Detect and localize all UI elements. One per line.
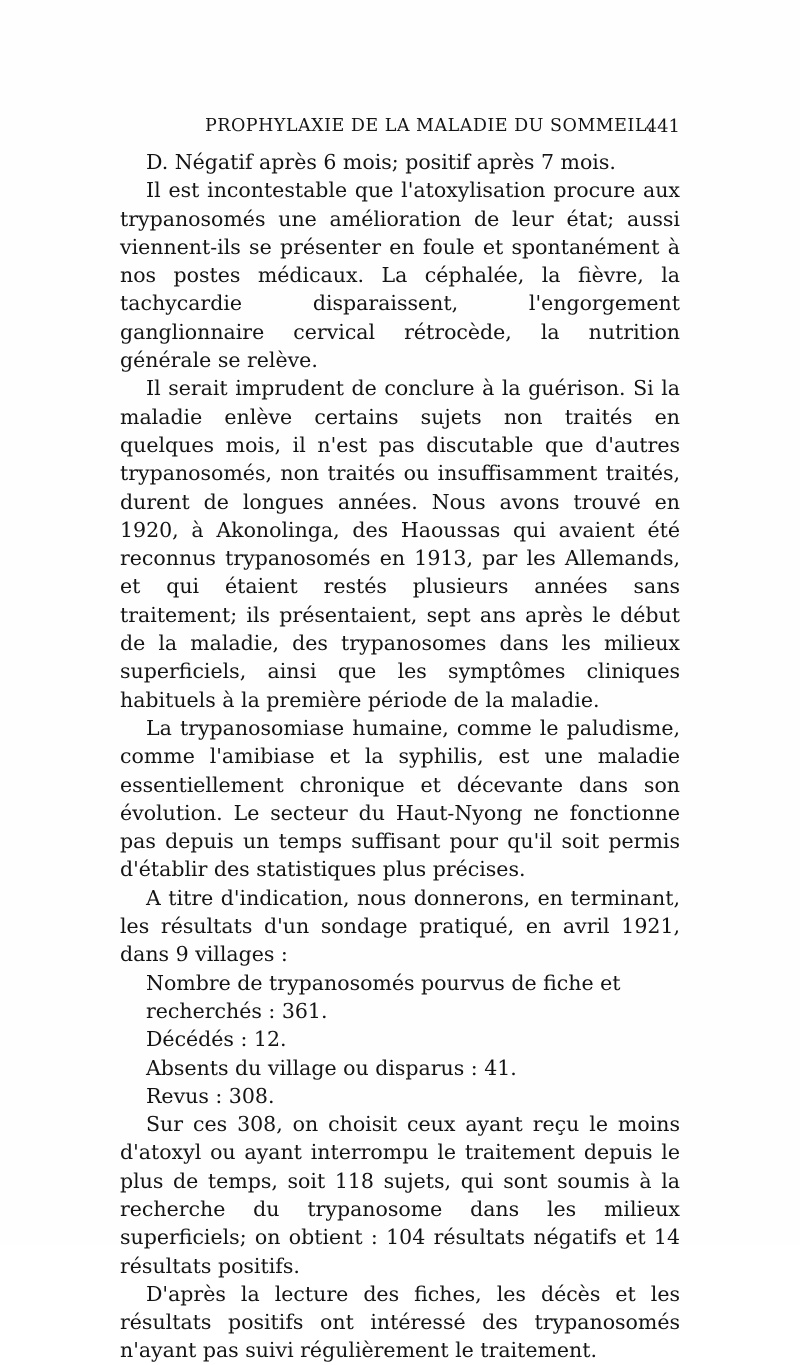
paragraph-resultats: Sur ces 308, on choisit ceux ayant reçu le moins d'atoxyl ou ayant interrompu le traitement depuis le plus de temps, soit 118 sujets, qui sont soumis à la recherche du trypanosome dans les milieux superficiels; on obtient : 104 résultats négatifs et 14 résultats positifs. [120, 1112, 680, 1278]
paragraph-trypanosomiase: La trypanosomiase humaine, comme le paludisme, comme l'amibiase et la syphilis, est une maladie essentiellement chronique et décevante dans son évolution. Le secteur du Haut-Nyong ne fonctionne pas depuis un temps suffisant pour qu'il soit permis d'établir des statistiques plus précises. [120, 715, 680, 882]
paragraph-atoxylisation: Il est incontestable que l'atoxylisation procure aux trypanosomés une amélioration de leur état; aussi viennent-ils se présenter en foule et spontanément à nos postes médicaux. La céphalée, la fièvre, la tachycardie disparaissent, l'engorgement ganglionnaire cervical rétrocède, la nutrition générale se relève. [120, 178, 680, 373]
page-number: 441 [645, 116, 680, 137]
list-item-recherches: Nombre de trypanosomés pourvus de fiche et recherchés : 361. [146, 970, 621, 1023]
body-text [120, 148, 680, 1365]
list-item-revus: Revus : 308. [146, 1083, 275, 1108]
paragraph-conclusion: D'après la lecture des fiches, les décès et les résultats positifs ont intéressé des trypanosomés n'ayant pas suivi régulièrement le traitement. [120, 1281, 680, 1363]
paragraph-sondage: A titre d'indication, nous donnerons, en terminant, les résultats d'un sondage pratiqué, en avril 1921, dans 9 villages : [120, 885, 680, 967]
paragraph-guerison: Il serait imprudent de conclure à la guérison. Si la maladie enlève certains sujets non traités en quelques mois, il n'est pas discutable que d'autres trypanosomés, non traités ou insuffisamment traités, durent de longues années. Nous avons trouvé en 1920, à Akonolinga, des Haoussas qui avaient été reconnus trypanosomés en 1913, par les Allemands, et qui étaient restés plusieurs années sans traitement; ils présentaient, sept ans après le début de la maladie, des trypanosomes dans les milieux superficiels, ainsi que les symptômes cliniques habituels à la première période de la maladie. [120, 376, 680, 712]
list-item-decedes: Décédés : 12. [146, 1027, 287, 1052]
paragraph-result-d: D. Négatif après 6 mois; positif après 7 mois. [146, 150, 616, 174]
running-title: PROPHYLAXIE DE LA MALADIE DU SOMMEIL. [205, 116, 654, 136]
list-item-absents: Absents du village ou disparus : 41. [146, 1055, 517, 1080]
running-head [120, 116, 680, 140]
